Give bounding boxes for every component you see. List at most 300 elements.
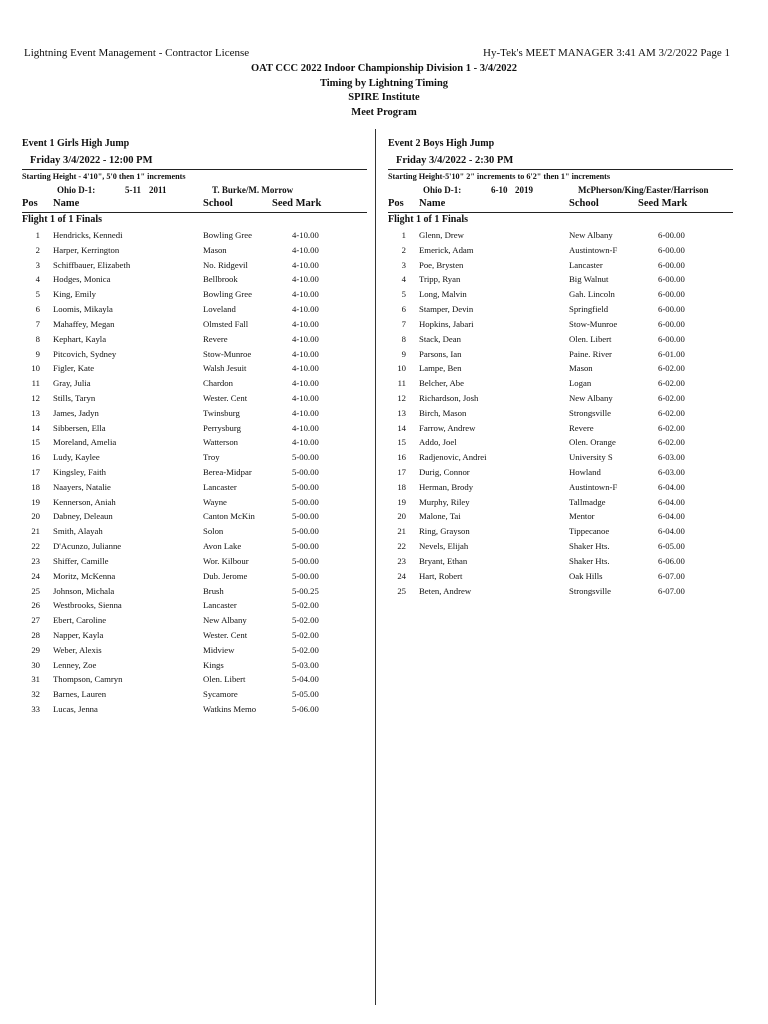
entry-pos: 29 [31, 644, 40, 655]
entry-row [388, 288, 733, 303]
entry-seed-mark: 5-00.00 [292, 555, 319, 566]
entry-school: Austintown-F [569, 244, 618, 255]
entry-name: Shiffer, Camille [53, 555, 109, 566]
entry-row [22, 703, 367, 718]
entry-pos: 33 [31, 704, 40, 714]
entry-pos: 2 [35, 244, 40, 255]
entry-seed-mark: 6-01.00 [658, 348, 685, 359]
entry-school: Olmsted Fall [203, 318, 249, 329]
entry-row [22, 585, 367, 600]
entry-school: New Albany [203, 615, 247, 626]
entry-row [388, 510, 733, 525]
entry-school: Twinsburg [203, 407, 240, 418]
entry-row [388, 318, 733, 333]
entry-school: Logan [569, 378, 592, 389]
entry-pos: 16 [397, 452, 406, 463]
entry-name: Figler, Kate [53, 363, 95, 374]
name-header: Name [53, 198, 80, 209]
entry-pos: 1 [401, 230, 406, 240]
entry-name: Lampe, Ben [419, 363, 462, 374]
entry-pos: 17 [397, 467, 406, 477]
entry-school: Olen. Orange [569, 437, 616, 448]
entry-row [388, 377, 733, 392]
pos-header: Pos [388, 198, 404, 209]
entry-pos: 23 [397, 555, 406, 566]
entry-name: Lucas, Jenna [53, 704, 98, 714]
entry-name: Kennerson, Aniah [53, 496, 116, 507]
flight-label: Flight 1 of 1 Finals [388, 214, 469, 225]
program-line: Meet Program [351, 106, 417, 118]
entry-name: Malone, Tai [419, 511, 461, 522]
entry-row [22, 377, 367, 392]
entry-pos: 20 [31, 511, 40, 522]
entry-row [22, 644, 367, 659]
entry-pos: 15 [31, 437, 40, 448]
entry-name: Parsons, Ian [419, 348, 462, 359]
entry-name: Gray, Julia [53, 378, 91, 389]
entry-row [22, 673, 367, 688]
entry-school: Kings [203, 659, 224, 670]
entry-school: Strongsville [569, 407, 611, 418]
entry-name: Westbrooks, Sienna [53, 600, 122, 611]
entry-name: Smith, Alayah [53, 526, 103, 537]
entry-row [388, 451, 733, 466]
entry-school: Olen. Libert [203, 674, 246, 685]
entry-seed-mark: 6-00.00 [658, 304, 685, 315]
entry-seed-mark: 4-10.00 [292, 318, 319, 329]
record-label: Ohio D-1: [57, 185, 96, 195]
entry-pos: 12 [31, 392, 40, 403]
entry-seed-mark: 5-00.00 [292, 541, 319, 552]
entry-school: No. Ridgevil [203, 259, 248, 270]
entry-pos: 26 [31, 600, 40, 611]
entry-row [388, 333, 733, 348]
entry-pos: 4 [401, 274, 406, 285]
entry-school: Tallmadge [569, 496, 606, 507]
entry-row [22, 614, 367, 629]
entry-pos: 1 [35, 230, 40, 240]
entry-school: Bowling Gree [203, 289, 252, 300]
entry-pos: 14 [397, 422, 406, 433]
entry-row [22, 348, 367, 363]
entry-name: Poe, Brysten [419, 259, 464, 270]
entry-school: Paine. River [569, 348, 612, 359]
entry-pos: 5 [35, 289, 40, 300]
entry-pos: 21 [31, 526, 40, 537]
meet-title-block [0, 62, 768, 120]
entry-pos: 20 [397, 511, 406, 522]
record-line [388, 184, 733, 198]
starting-height: Starting Height - 4'10", 5'0 then 1" increments [22, 172, 186, 181]
entry-school: Perrysburg [203, 422, 241, 433]
entry-pos: 21 [397, 526, 406, 537]
entry-name: Dabney, Deleaun [53, 511, 113, 522]
entry-seed-mark: 6-04.00 [658, 511, 685, 522]
entry-row [388, 273, 733, 288]
pos-header: Pos [22, 198, 38, 209]
entry-seed-mark: 6-00.00 [658, 289, 685, 300]
entry-row [22, 273, 367, 288]
entry-pos: 27 [31, 615, 40, 626]
entry-row [22, 229, 367, 244]
entry-school: Lancaster [203, 600, 237, 611]
entry-seed-mark: 4-10.00 [292, 230, 319, 240]
record-line [22, 184, 367, 198]
entry-row [22, 540, 367, 555]
entry-name: D'Acunzo, Julianne [53, 541, 122, 552]
entry-seed-mark: 6-00.00 [658, 230, 685, 240]
entry-row [22, 288, 367, 303]
entry-seed-mark: 6-06.00 [658, 555, 685, 566]
license-header: Lightning Event Management - Contractor License [24, 47, 250, 59]
entry-list [388, 229, 733, 599]
entry-pos: 22 [31, 541, 40, 552]
entry-row [22, 570, 367, 585]
entry-row [388, 436, 733, 451]
entry-list [22, 229, 367, 718]
entry-name: Schiffbauer, Elizabeth [53, 259, 131, 270]
entry-row [388, 585, 733, 600]
entry-pos: 2 [401, 244, 406, 255]
entry-seed-mark: 6-04.00 [658, 526, 685, 537]
entry-pos: 7 [401, 318, 406, 329]
entry-pos: 13 [397, 407, 406, 418]
entry-row [22, 436, 367, 451]
entry-name: Herman, Brody [419, 481, 474, 492]
entry-row [22, 659, 367, 674]
entry-row [22, 259, 367, 274]
entry-row [388, 244, 733, 259]
entry-seed-mark: 5-00.00 [292, 526, 319, 537]
entry-pos: 9 [35, 348, 40, 359]
entry-school: Solon [203, 526, 224, 537]
entry-seed-mark: 6-07.00 [658, 585, 685, 596]
entry-name: Hendricks, Kennedi [53, 230, 123, 240]
entry-pos: 11 [31, 378, 40, 389]
entry-name: Hart, Robert [419, 570, 463, 581]
entry-pos: 16 [31, 452, 40, 463]
entry-school: Avon Lake [203, 541, 242, 552]
entry-seed-mark: 4-10.00 [292, 289, 319, 300]
entry-name: Belcher, Abe [419, 378, 465, 389]
seed-header: Seed Mark [638, 198, 688, 209]
entry-school: Lancaster [569, 259, 603, 270]
entry-row [388, 407, 733, 422]
entry-school: Midview [203, 644, 235, 655]
entry-school: Oak Hills [569, 570, 603, 581]
entry-seed-mark: 5-06.00 [292, 704, 319, 714]
entry-pos: 4 [35, 274, 40, 285]
entry-school: Brush [203, 585, 224, 596]
entry-pos: 19 [31, 496, 40, 507]
entry-seed-mark: 5-00.00 [292, 467, 319, 477]
entry-school: New Albany [569, 392, 613, 403]
seed-header: Seed Mark [272, 198, 322, 209]
entry-name: Thompson, Camryn [53, 674, 123, 685]
entry-school: Bowling Gree [203, 230, 252, 240]
flight-label: Flight 1 of 1 Finals [22, 214, 103, 225]
entry-row [22, 303, 367, 318]
entry-name: Ebert, Caroline [53, 615, 107, 626]
entry-name: Hopkins, Jabari [419, 318, 474, 329]
entry-pos: 11 [397, 378, 406, 389]
entry-seed-mark: 4-10.00 [292, 422, 319, 433]
entry-row [22, 451, 367, 466]
entry-seed-mark: 5-00.00 [292, 496, 319, 507]
entry-school: Canton McKin [203, 511, 255, 522]
entry-pos: 14 [31, 422, 40, 433]
entry-pos: 6 [401, 304, 406, 315]
entry-seed-mark: 6-03.00 [658, 467, 685, 477]
entry-name: Weber, Alexis [53, 644, 102, 655]
entry-row [22, 318, 367, 333]
record-mark: 5-11 [125, 185, 142, 195]
starting-height: Starting Height-5'10" 2" increments to 6'2" then 1" increments [388, 172, 611, 181]
entry-name: Johnson, Michala [53, 585, 115, 596]
meet-manager-header: Hy-Tek's MEET MANAGER 3:41 AM 3/2/2022 Page 1 [483, 47, 730, 59]
entry-school: Dub. Jerome [203, 570, 248, 581]
entry-name: King, Emily [53, 289, 96, 300]
entry-seed-mark: 4-10.00 [292, 348, 319, 359]
entry-name: Tripp, Ryan [419, 274, 461, 285]
school-header: School [203, 198, 233, 209]
entry-row [388, 466, 733, 481]
entry-seed-mark: 6-00.00 [658, 333, 685, 344]
entry-seed-mark: 4-10.00 [292, 259, 319, 270]
entry-seed-mark: 5-04.00 [292, 674, 319, 685]
entry-pos: 5 [401, 289, 406, 300]
entry-seed-mark: 5-02.00 [292, 600, 319, 611]
entry-name: Emerick, Adam [419, 244, 474, 255]
entry-school: Shaker Hts. [569, 555, 610, 566]
entry-school: Stow-Munroe [203, 348, 252, 359]
entry-school: Stow-Munroe [569, 318, 618, 329]
entry-name: Barnes, Lauren [53, 689, 107, 700]
entry-row [22, 407, 367, 422]
column-divider [375, 129, 376, 1005]
entry-name: Murphy, Riley [419, 496, 470, 507]
entry-seed-mark: 5-02.00 [292, 615, 319, 626]
entry-name: Moreland, Amelia [53, 437, 117, 448]
record-mark: 6-10 [491, 185, 508, 195]
event-column-boys-high-jump [388, 138, 733, 599]
entry-school: Shaker Hts. [569, 541, 610, 552]
entry-pos: 8 [35, 333, 40, 344]
entry-pos: 23 [31, 555, 40, 566]
entry-name: Napper, Kayla [53, 629, 104, 640]
entry-pos: 30 [31, 659, 40, 670]
entry-seed-mark: 6-02.00 [658, 363, 685, 374]
entry-name: Harper, Kerrington [53, 244, 120, 255]
entry-name: Stamper, Devin [419, 304, 474, 315]
entry-name: Radjenovic, Andrei [419, 452, 487, 463]
entry-school: Mason [569, 363, 593, 374]
entry-pos: 8 [401, 333, 406, 344]
entry-row [22, 688, 367, 703]
entry-pos: 24 [397, 570, 406, 581]
entry-row [388, 229, 733, 244]
event-title: Event 1 Girls High Jump [22, 138, 130, 149]
entry-school: Sycamore [203, 689, 238, 700]
entry-name: Stack, Dean [419, 333, 461, 344]
entry-pos: 15 [397, 437, 406, 448]
entry-name: James, Jadyn [53, 407, 99, 418]
entry-school: Lancaster [203, 481, 237, 492]
entry-row [22, 525, 367, 540]
entry-pos: 12 [397, 392, 406, 403]
entry-seed-mark: 4-10.00 [292, 244, 319, 255]
entry-name: Loomis, Mikayla [53, 304, 113, 315]
entry-name: Nevels, Elijah [419, 541, 469, 552]
entry-pos: 17 [31, 467, 40, 477]
entry-school: Strongsville [569, 585, 611, 596]
entry-seed-mark: 6-02.00 [658, 407, 685, 418]
entry-row [388, 348, 733, 363]
entry-seed-mark: 4-10.00 [292, 333, 319, 344]
entry-row [388, 362, 733, 377]
entry-pos: 25 [397, 585, 406, 596]
entry-pos: 10 [31, 363, 40, 374]
entry-pos: 10 [397, 363, 406, 374]
entry-row [388, 303, 733, 318]
entry-pos: 6 [35, 304, 40, 315]
entry-pos: 28 [31, 629, 40, 640]
entry-row [388, 422, 733, 437]
entry-seed-mark: 4-10.00 [292, 407, 319, 418]
entry-row [22, 599, 367, 614]
event-title: Event 2 Boys High Jump [388, 138, 495, 149]
entry-row [22, 244, 367, 259]
entry-school: Mason [203, 244, 227, 255]
entry-pos: 7 [35, 318, 40, 329]
entry-name: Farrow, Andrew [419, 422, 476, 433]
entry-row [22, 362, 367, 377]
record-year: 2019 [515, 185, 533, 195]
entry-row [22, 333, 367, 348]
entry-seed-mark: 6-02.00 [658, 392, 685, 403]
entry-school: Revere [569, 422, 594, 433]
entry-name: Ring, Grayson [419, 526, 470, 537]
entry-school: Revere [203, 333, 228, 344]
entry-seed-mark: 4-10.00 [292, 392, 319, 403]
entry-pos: 22 [397, 541, 406, 552]
entry-pos: 9 [401, 348, 406, 359]
entry-name: Birch, Mason [419, 407, 467, 418]
entry-row [22, 466, 367, 481]
entry-school: Chardon [203, 378, 233, 389]
entry-seed-mark: 6-07.00 [658, 570, 685, 581]
entry-row [388, 259, 733, 274]
entry-pos: 13 [31, 407, 40, 418]
entry-row [22, 510, 367, 525]
entry-pos: 18 [397, 481, 406, 492]
divider-line [388, 169, 733, 170]
entry-school: Berea-Midpar [203, 467, 252, 477]
entry-school: Watterson [203, 437, 239, 448]
column-headers [388, 198, 733, 213]
record-holder: T. Burke/M. Morrow [212, 185, 294, 195]
entry-row [388, 496, 733, 511]
entry-row [388, 392, 733, 407]
entry-row [388, 481, 733, 496]
entry-name: Ludy, Kaylee [53, 452, 100, 463]
entry-seed-mark: 6-04.00 [658, 481, 685, 492]
entry-seed-mark: 6-02.00 [658, 437, 685, 448]
entry-seed-mark: 5-00.00 [292, 481, 319, 492]
entry-school: Watkins Memo [203, 704, 257, 714]
entry-seed-mark: 6-03.00 [658, 452, 685, 463]
school-header: School [569, 198, 599, 209]
entry-school: Loveland [203, 304, 236, 315]
entry-pos: 25 [31, 585, 40, 596]
entry-row [388, 555, 733, 570]
entry-row [22, 481, 367, 496]
entry-name: Mahaffey, Megan [53, 318, 115, 329]
entry-seed-mark: 4-10.00 [292, 304, 319, 315]
entry-school: Wayne [203, 496, 227, 507]
entry-pos: 3 [401, 259, 406, 270]
column-headers [22, 198, 367, 213]
entry-name: Stills, Taryn [53, 392, 96, 403]
entry-school: Big Walnut [569, 274, 609, 285]
entry-school: Walsh Jesuit [203, 363, 247, 374]
name-header: Name [419, 198, 446, 209]
entry-name: Richardson, Josh [419, 392, 479, 403]
entry-school: Gah. Lincoln [569, 289, 615, 300]
entry-row [22, 496, 367, 511]
entry-row [22, 555, 367, 570]
entry-seed-mark: 5-00.00 [292, 452, 319, 463]
entry-seed-mark: 6-00.00 [658, 318, 685, 329]
record-label: Ohio D-1: [423, 185, 462, 195]
entry-name: Sibbersen, Ella [53, 422, 106, 433]
entry-school: Springfield [569, 304, 609, 315]
entry-school: Austintown-F [569, 481, 618, 492]
entry-name: Bryant, Ethan [419, 555, 468, 566]
record-year: 2011 [149, 185, 167, 195]
entry-name: Beten, Andrew [419, 585, 472, 596]
entry-name: Long, Malvin [419, 289, 467, 300]
event-date: Friday 3/4/2022 - 2:30 PM [396, 155, 514, 166]
entry-name: Hodges, Monica [53, 274, 111, 285]
entry-pos: 32 [31, 689, 40, 700]
entry-seed-mark: 5-02.00 [292, 629, 319, 640]
entry-seed-mark: 6-00.00 [658, 259, 685, 270]
entry-seed-mark: 5-00.00 [292, 570, 319, 581]
entry-row [22, 392, 367, 407]
venue-line: SPIRE Institute [348, 92, 420, 104]
entry-school: Bellbrook [203, 274, 238, 285]
entry-seed-mark: 6-00.00 [658, 244, 685, 255]
entry-school: University S [569, 452, 613, 463]
entry-name: Moritz, McKenna [53, 570, 116, 581]
entry-school: Tippecanoe [569, 526, 610, 537]
entry-seed-mark: 6-04.00 [658, 496, 685, 507]
entry-seed-mark: 6-02.00 [658, 422, 685, 433]
entry-school: Wor. Kilbour [203, 555, 249, 566]
entry-name: Durig, Connor [419, 467, 470, 477]
entry-seed-mark: 5-02.00 [292, 644, 319, 655]
entry-seed-mark: 5-00.25 [292, 585, 319, 596]
entry-name: Kingsley, Faith [53, 467, 107, 477]
entry-seed-mark: 5-00.00 [292, 511, 319, 522]
timing-line: Timing by Lightning Timing [319, 77, 449, 89]
entry-school: Olen. Libert [569, 333, 612, 344]
entry-pos: 18 [31, 481, 40, 492]
entry-row [388, 525, 733, 540]
entry-pos: 3 [35, 259, 40, 270]
entry-school: Wester. Cent [203, 629, 248, 640]
